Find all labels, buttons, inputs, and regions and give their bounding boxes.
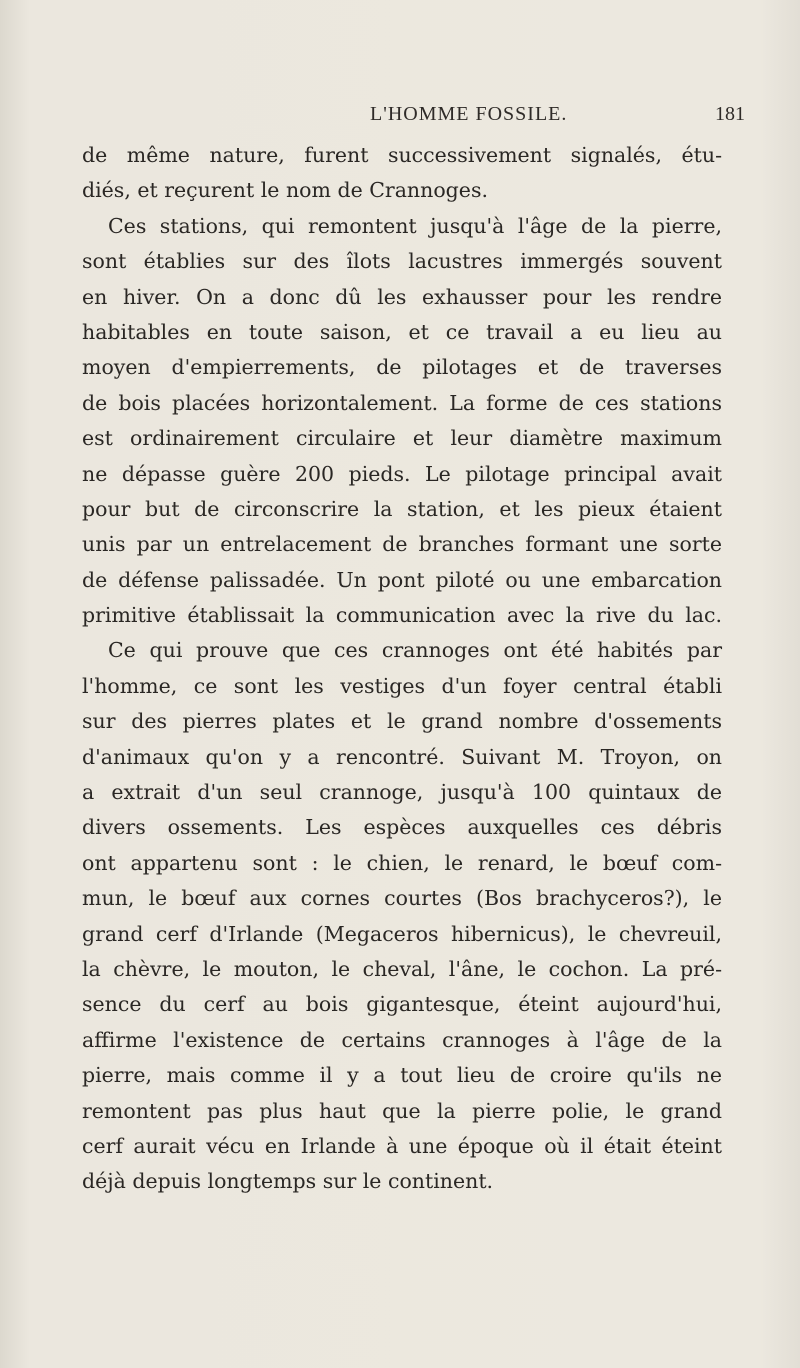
text-line: primitive établissait la communication avec la rive du lac. — [82, 603, 722, 628]
text-line: ont appartenu sont : le chien, le renard, le bœuf com- — [82, 850, 722, 875]
page-number: 181 — [715, 103, 745, 125]
text-line: sence du cerf au bois gigantesque, éteint aujourd'hui, — [82, 992, 722, 1017]
text-line: déjà depuis longtemps sur le continent. — [82, 1169, 494, 1194]
text-line: a extrait d'un seul crannoge, jusqu'à 100 quintaux de — [82, 780, 722, 805]
text-line: de défense palissadée. Un pont piloté ou une embarcation — [82, 567, 722, 592]
text-line: affirme l'existence de certains crannoges à l'âge de la — [82, 1027, 722, 1052]
text-line: en hiver. On a donc dû les exhausser pour les rendre — [82, 284, 722, 309]
text-line: unis par un entrelacement de branches formant une sorte — [82, 532, 722, 557]
text-line: grand cerf d'Irlande (Megaceros hibernicus), le chevreuil, — [82, 921, 722, 946]
text-line: Ce qui prouve que ces crannoges ont été habités par — [108, 638, 722, 663]
text-line: mun, le bœuf aux cornes courtes (Bos brachyceros?), le — [82, 886, 722, 911]
text-line: de bois placées horizontalement. La forme de ces stations — [82, 390, 722, 415]
text-line: remontent pas plus haut que la pierre polie, le grand — [82, 1098, 722, 1123]
running-title: L'HOMME FOSSILE. — [370, 103, 568, 125]
text-line: Ces stations, qui remontent jusqu'à l'âge de la pierre, — [108, 213, 722, 238]
text-line: pour but de circonscrire la station, et les pieux étaient — [82, 496, 722, 521]
text-line: la chèvre, le mouton, le cheval, l'âne, le cochon. La pré- — [82, 956, 722, 981]
text-line: diés, et reçurent le nom de Crannoges. — [82, 178, 488, 203]
text-line: ne dépasse guère 200 pieds. Le pilotage principal avait — [82, 461, 722, 486]
text-line: d'animaux qu'on y a rencontré. Suivant M. Troyon, on — [82, 744, 722, 769]
text-line: sont établies sur des îlots lacustres immergés souvent — [82, 249, 722, 274]
text-line: moyen d'empierrements, de pilotages et de traverses — [82, 355, 722, 380]
text-line: sur des pierres plates et le grand nombre d'ossements — [82, 709, 722, 734]
body-text — [82, 138, 722, 1200]
text-line: est ordinairement circulaire et leur diamètre maximum — [82, 426, 722, 451]
text-line: habitables en toute saison, et ce travail a eu lieu au — [82, 319, 722, 344]
text-line: l'homme, ce sont les vestiges d'un foyer central établi — [82, 673, 722, 698]
running-head — [0, 103, 800, 133]
text-line: pierre, mais comme il y a tout lieu de croire qu'ils ne — [82, 1063, 722, 1088]
text-line: cerf aurait vécu en Irlande à une époque où il était éteint — [82, 1133, 722, 1158]
text-line: divers ossements. Les espèces auxquelles ces débris — [82, 815, 722, 840]
text-line: de même nature, furent successivement signalés, étu- — [82, 143, 722, 167]
